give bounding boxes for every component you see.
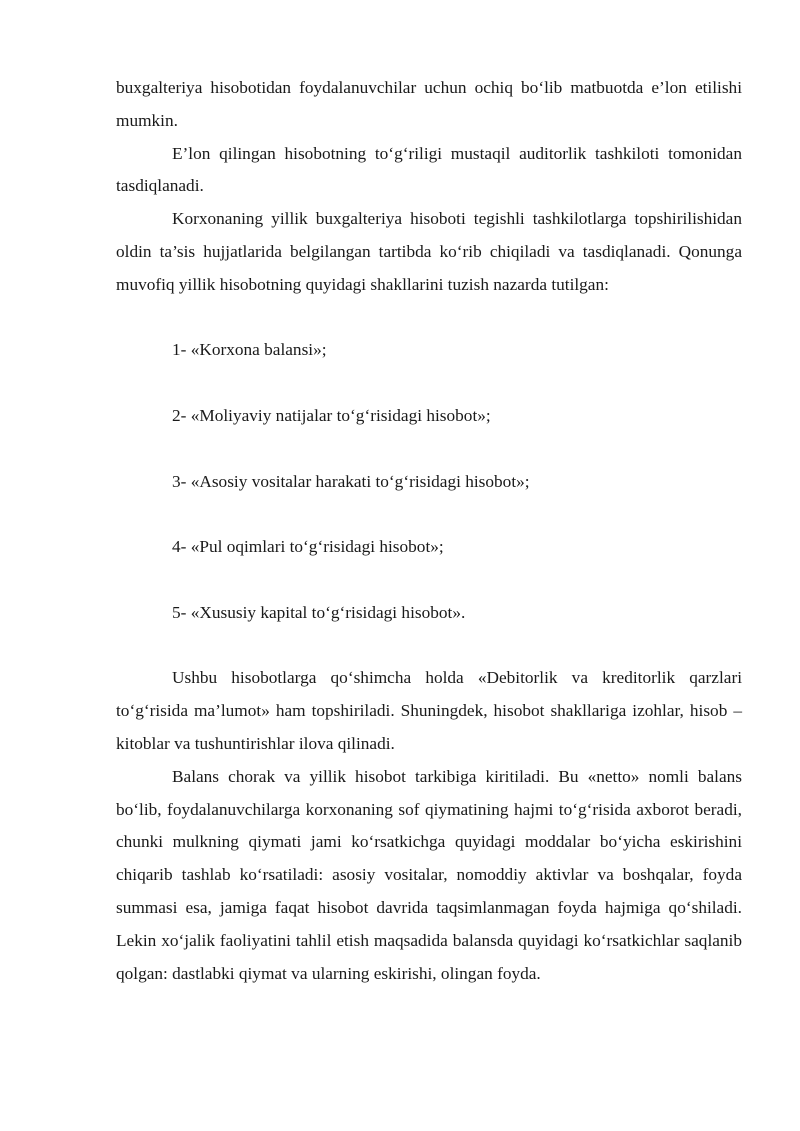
spacer bbox=[116, 630, 742, 663]
paragraph-annual-report: Korxonaning yillik buxgalteriya hisoboti tegishli tashkilotlarga topshirilishidan oldin ta’sis hujjatlarida belgilangan tartibda ko‘rib chiqiladi va tasdiqlanadi. Qonunga muvofiq yillik hisobotning quyidagi shakllarini tuzish nazarda tutilgan: bbox=[116, 209, 742, 294]
spacer bbox=[116, 498, 742, 531]
list-item: 3- «Asosiy vositalar harakati to‘g‘risidagi hisobot»; bbox=[172, 471, 530, 491]
document-page bbox=[116, 72, 742, 990]
paragraph-additional: Ushbu hisobotlarga qo‘shimcha holda «Debitorlik va kreditorlik qarzlari to‘g‘risida ma’lumot» ham topshiriladi. Shuningdek, hisobot shakllariga izohlar, hisob – kitoblar va tushuntirishlar ilova qilinadi. bbox=[116, 668, 742, 753]
paragraph-audit: E’lon qilingan hisobotning to‘g‘riligi mustaqil auditorlik tashkiloti tomonidan tasdiqlanadi. bbox=[116, 143, 742, 196]
spacer bbox=[116, 564, 742, 597]
spacer bbox=[116, 302, 742, 335]
spacer bbox=[116, 367, 742, 400]
list-item: 1- «Korxona balansi»; bbox=[172, 340, 327, 360]
report-forms-list bbox=[116, 334, 742, 629]
list-item: 5- «Xususiy kapital to‘g‘risidagi hisobot». bbox=[172, 602, 466, 622]
list-item: 4- «Pul oqimlari to‘g‘risidagi hisobot»; bbox=[172, 537, 444, 557]
paragraph-continuation: buxgalteriya hisobotidan foydalanuvchilar uchun ochiq bo‘lib matbuotda e’lon etilishi mumkin. bbox=[116, 78, 742, 130]
spacer bbox=[116, 433, 742, 466]
list-item: 2- «Moliyaviy natijalar to‘g‘risidagi hisobot»; bbox=[172, 405, 491, 425]
paragraph-balance: Balans chorak va yillik hisobot tarkibiga kiritiladi. Bu «netto» nomli balans bo‘lib, foydalanuvchilarga korxonaning sof qiymatining hajmi to‘g‘risida axborot beradi, chunki mulkning qiymati jami ko‘rsatkichga quyidagi moddalar bo‘yicha eskirishini chiqarib tashlab ko‘rsatiladi: asosiy vositalar, nomoddiy aktivlar va boshqalar, foyda summasi esa, jamiga faqat hisobot davrida taqsimlanmagan foyda hajmiga qo‘shiladi. Lekin xo‘jalik faoliyatini tahlil etish maqsadida balansda quyidagi ko‘rsatkichlar saqlanib qolgan: dastlabki qiymat va ularning eskirishi, olingan foyda. bbox=[116, 766, 742, 983]
